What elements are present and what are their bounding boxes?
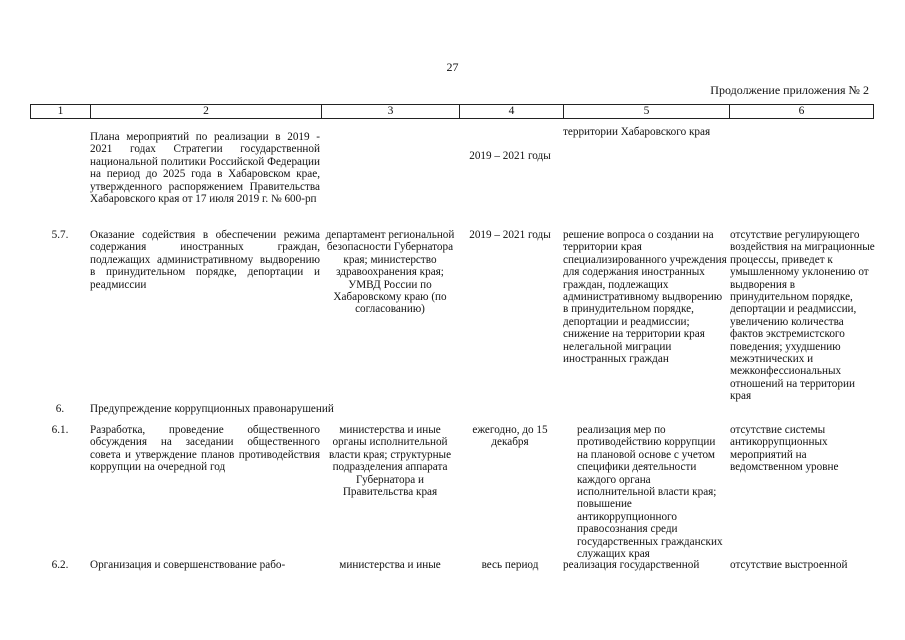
result-text: реализация государственной — [563, 559, 700, 571]
measure-text: Оказание содействия в обеспечении режима содержания иностранных граждан, подлежащих административному выдворению в принудительном порядке, депортации и реадмиссии — [90, 229, 320, 291]
measure-text: Плана мероприятий по реализации в 2019 - 2021 годах Стратегии государственной национальной политики Российской Федерации на период до 2025 года в Хабаровском крае, утвержденного распоряжением Правительства Хабаровского края от 17 июля 2019 г. № 600-рп — [90, 131, 320, 206]
row-number: 6.2. — [51, 559, 69, 571]
consequence-text: отсутствие регулирующего воздействия на миграционные процессы, приведет к умышленному уклонению от выдворения в принудительном порядке, депортации и реадмиссии, увеличению количества фактов экстремистского поведения; ухудшению межэтнических и межконфессиональных отношений на территории края — [730, 229, 875, 403]
section-number: 6. — [55, 403, 65, 415]
result-text: территории Хабаровского края — [563, 126, 711, 138]
executors-text: министерства и иные — [339, 559, 441, 571]
measure-text: Разработка, проведение общественного обсуждения на заседании общественного совета и утверждение планов противодействия коррупции на очередной год — [90, 424, 320, 474]
row-number: 6.1. — [51, 424, 69, 436]
column-number-header — [30, 104, 874, 119]
column-header-2: 2 — [91, 105, 322, 119]
term-text: 2019 – 2021 годы — [469, 150, 551, 162]
column-header-1: 1 — [31, 105, 91, 119]
appendix-continuation-note: Продолжение приложения № 2 — [710, 83, 869, 97]
consequence-text: отсутствие системы антикоррупционных мероприятий на ведомственном уровне — [730, 424, 839, 474]
column-header-4: 4 — [460, 105, 564, 119]
term-text: 2019 – 2021 годы — [469, 229, 551, 241]
column-header-6: 6 — [730, 105, 874, 119]
column-header-3: 3 — [322, 105, 460, 119]
section-title: Предупреждение коррупционных правонарушений — [90, 403, 334, 415]
term-text: весь период — [481, 559, 539, 571]
column-header-5: 5 — [564, 105, 730, 119]
result-text: решение вопроса о создании на территории края специализированного учреждения для содержания иностранных граждан, подлежащих административному выдворению в принудительном порядке, депортации и реадмиссии; снижение на территории края нелегальной миграции иностранных граждан — [563, 229, 727, 366]
page-number: 27 — [446, 60, 459, 74]
row-number: 5.7. — [51, 229, 69, 241]
measure-text: Организация и совершенствование рабо- — [90, 559, 286, 571]
term-text: ежегодно, до 15 декабря — [472, 424, 548, 449]
executors-text: министерства и иные органы исполнительной власти края; структурные подразделения аппарата Губернатора и Правительства края — [328, 424, 452, 499]
result-text: реализация мер по противодействию коррупции на плановой основе с учетом специфики деятельности каждого органа исполнительной власти края; повышение антикоррупционного правосознания среди государственных гражданских служащих края — [577, 424, 723, 561]
consequence-text: отсутствие выстроенной — [730, 559, 848, 571]
executors-text: департамент региональной безопасности Губернатора края; министерство здравоохранения края; УМВД России по Хабаровскому краю (по согласованию) — [325, 229, 455, 316]
